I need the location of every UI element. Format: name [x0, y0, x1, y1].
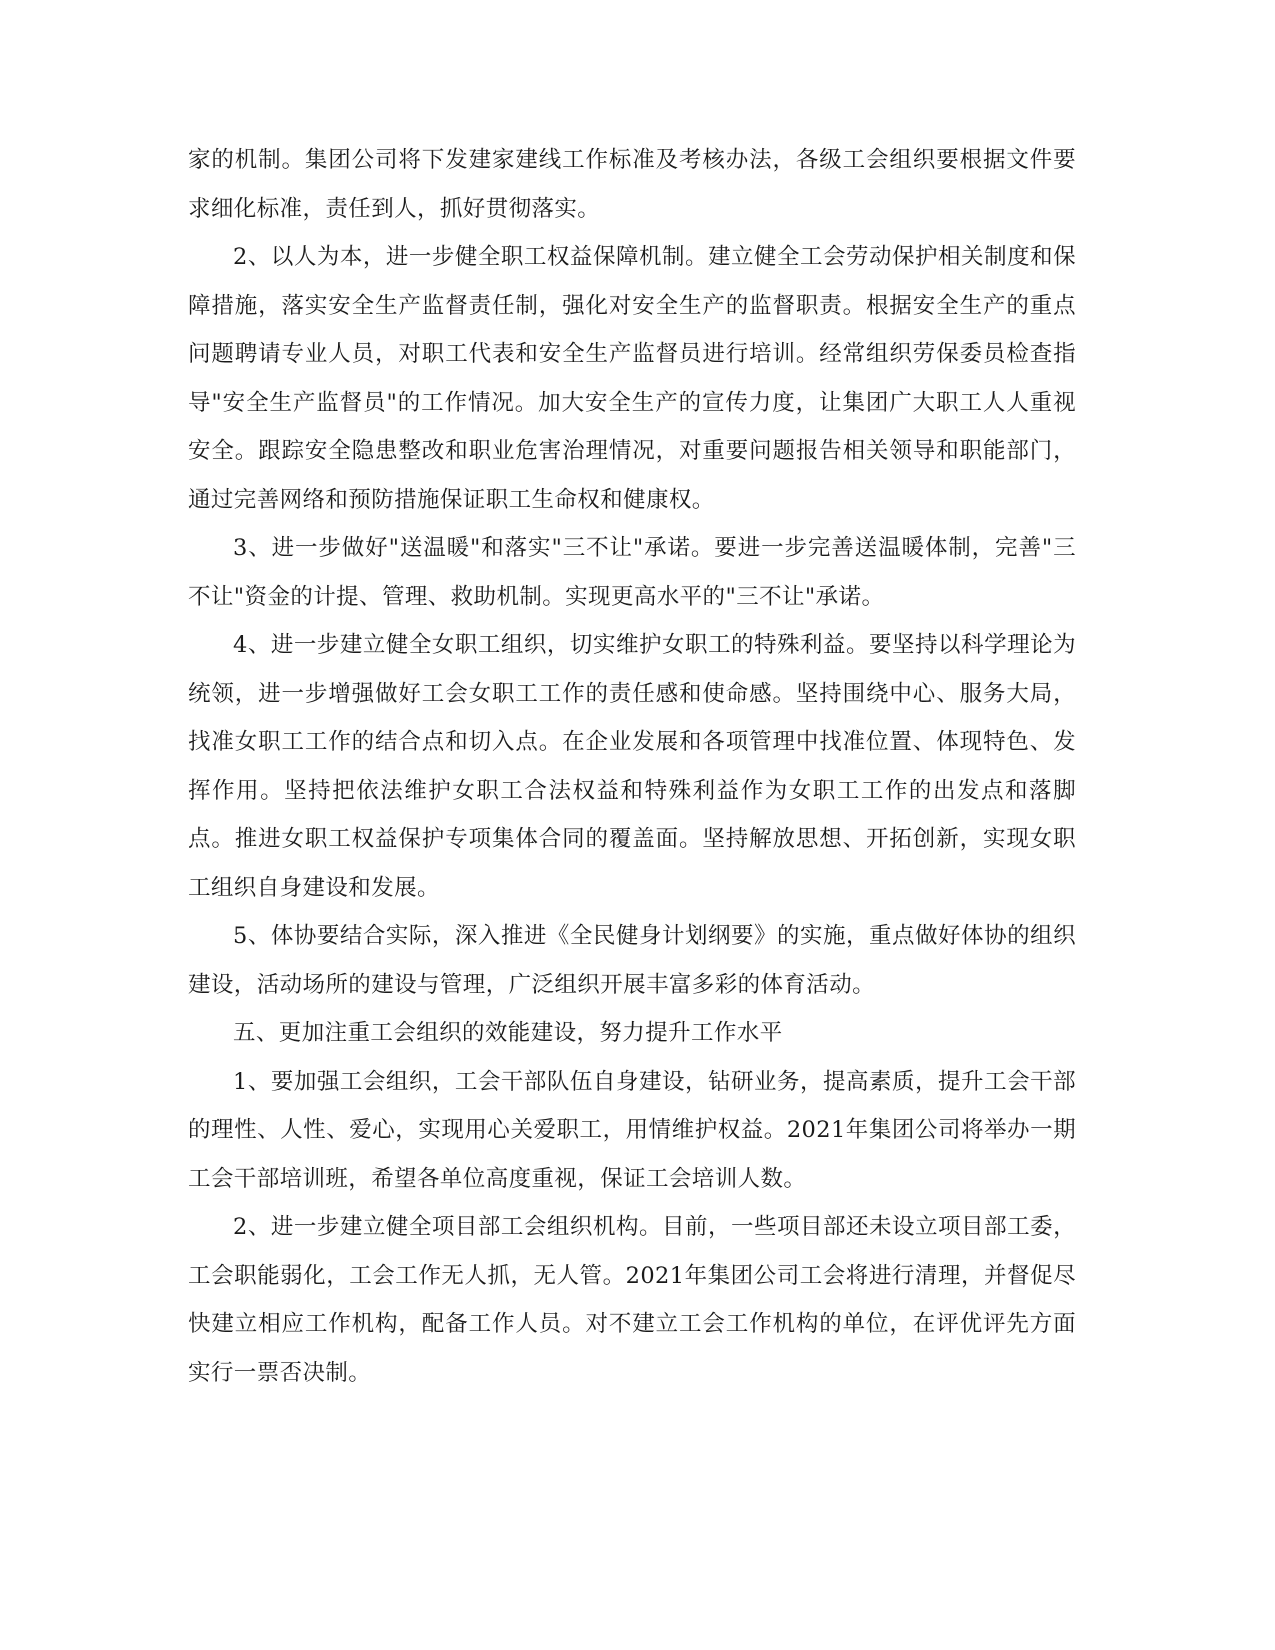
- paragraph-item-4: 4、进一步建立健全女职工组织，切实维护女职工的特殊利益。要坚持以科学理论为统领，进一步增强做好工会女职工工作的责任感和使命感。坚持围绕中心、服务大局，找准女职工工作的结合点和切入点。在企业发展和各项管理中找准位置、体现特色、发挥作用。坚持把依法维护女职工合法权益和特殊利益作为女职工工作的出发点和落脚点。推进女职工权益保护专项集体合同的覆盖面。坚持解放思想、开拓创新，实现女职工组织自身建设和发展。: [188, 632, 1076, 901]
- paragraph-item-1: 1、要加强工会组织，工会干部队伍自身建设，钻研业务，提高素质，提升工会干部的理性、人性、爱心，实现用心关爱职工，用情维护权益。2021年集团公司将举办一期工会干部培训班，希望各单位高度重视，保证工会培训人数。: [188, 1068, 1076, 1192]
- section-heading-5: 五、更加注重工会组织的效能建设，努力提升工作水平: [233, 1020, 783, 1046]
- paragraph-continuation: 家的机制。集团公司将下发建家建线工作标准及考核办法，各级工会组织要根据文件要求细化标准，责任到人，抓好贯彻落实。: [188, 147, 1076, 222]
- paragraph-item-2: 2、以人为本，进一步健全职工权益保障机制。建立健全工会劳动保护相关制度和保障措施，落实安全生产监督责任制，强化对安全生产的监督职责。根据安全生产的重点问题聘请专业人员，对职工代表和安全生产监督员进行培训。经常组织劳保委员检查指导"安全生产监督员"的工作情况。加大安全生产的宣传力度，让集团广大职工人人重视安全。跟踪安全隐患整改和职业危害治理情况，对重要问题报告相关领导和职能部门，通过完善网络和预防措施保证职工生命权和健康权。: [188, 244, 1076, 513]
- paragraph-item-2b: 2、进一步建立健全项目部工会组织机构。目前，一些项目部还未设立项目部工委，工会职能弱化，工会工作无人抓，无人管。2021年集团公司工会将进行清理，并督促尽快建立相应工作机构，配备工作人员。对不建立工会工作机构的单位，在评优评先方面实行一票否决制。: [188, 1214, 1076, 1386]
- paragraph-item-3: 3、进一步做好"送温暖"和落实"三不让"承诺。要进一步完善送温暖体制，完善"三不让"资金的计提、管理、救助机制。实现更高水平的"三不让"承诺。: [188, 535, 1076, 610]
- document-body: [188, 136, 1076, 1397]
- paragraph-item-5: 5、体协要结合实际，深入推进《全民健身计划纲要》的实施，重点做好体协的组织建设，活动场所的建设与管理，广泛组织开展丰富多彩的体育活动。: [188, 923, 1076, 998]
